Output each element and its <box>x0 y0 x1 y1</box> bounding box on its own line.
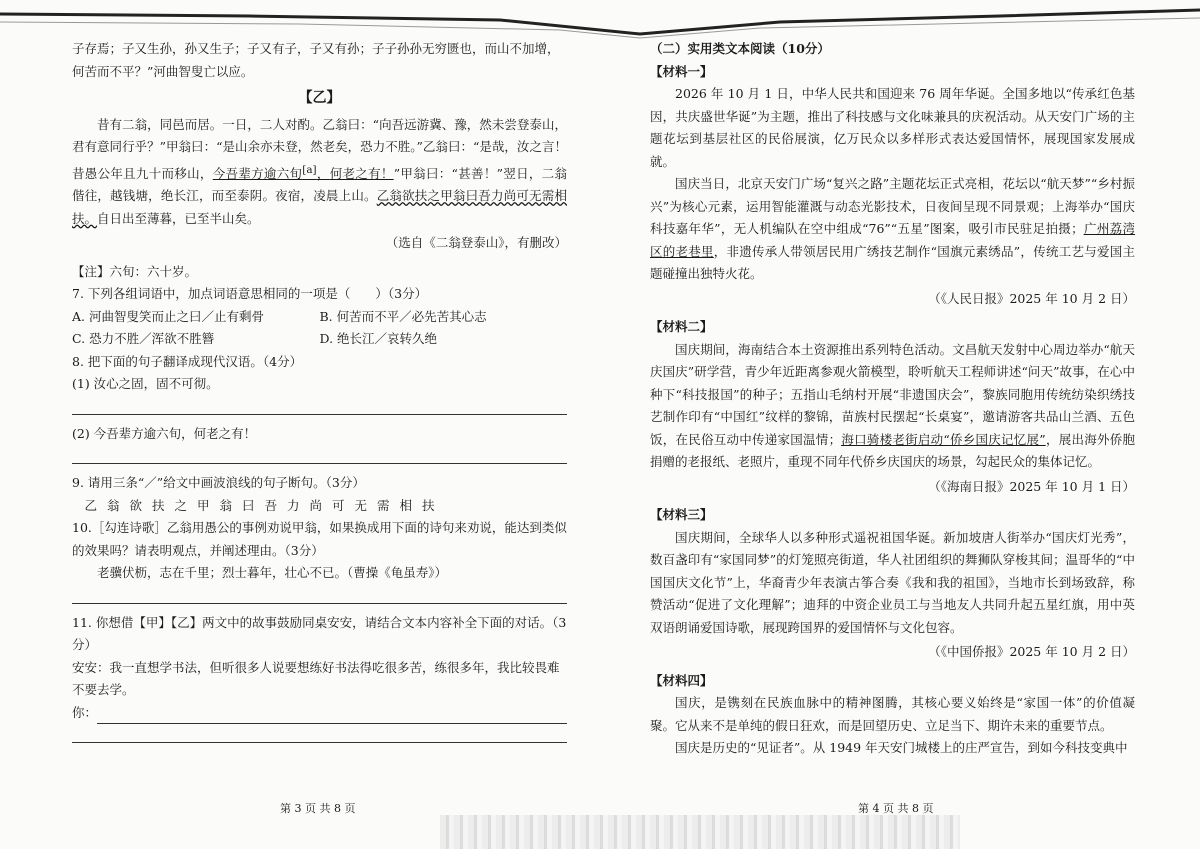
q8-item-1: (1) 汝心之固，固不可彻。 <box>72 376 219 392</box>
passage-yi: 昔有二翁，同邑而居。一日，二人对酌。乙翁曰：“向吾远游冀、豫，然未尝登泰山，君有意同行乎？”甲翁曰：“是山余亦未登，然老矣，恐力不胜。”乙翁曰：“是哉，汝之言！昔愚公年且九十而移山，今吾辈方逾六旬[a]，何老之有！”甲翁曰：“甚善！”翌日，二翁偕往，越钱塘，绝长江，而至泰阴。夜宿，凌晨上山。乙翁欲扶之甲翁曰吾力尚可无需相扶。自日出至薄暮，已至半山矣。 <box>72 116 567 226</box>
material-4-para-2: 国庆是历史的“见证者”。从 1949 年天安门城楼上的庄严宣告，到如今科技变典中 <box>675 740 1128 755</box>
q10-poem: 老骥伏枥，志在千里；烈士暮年，壮心不已。（曹操《龟虽寿》） <box>97 565 448 581</box>
text-line: 子存焉；子又生孙，孙又生子；子又有子，子又有孙；子子孙孙无穷匮也，而山不加增， <box>72 41 560 56</box>
page-4-footer: 第 4 页 共 8 页 <box>858 802 934 815</box>
option-d[interactable]: D. 绝长江／哀转久绝 <box>319 331 438 347</box>
page-4 <box>650 38 1135 760</box>
material-3-para: 国庆期间，全球华人以多种形式遥祝祖国华诞。新加坡唐人街举办“国庆灯光秀”，数百盏印有“家国同梦”的灯笼照亮街道，华人社团组织的舞狮队穿梭其间；温哥华的“中国国庆文化节”上，华裔青少年表演古筝合奏《我和我的祖国》，当地市长到场致辞，称赞活动“促进了文化理解”；迪拜的中资企业员工与当地友人共同升起五星红旗，用中英双语朗诵爱国诗歌，展现跨国界的爱国情怀与文化包容。 <box>650 529 1135 635</box>
q11-you-label: 你： <box>72 704 98 720</box>
material-4-title: 【材料四】 <box>650 672 713 688</box>
answer-line[interactable] <box>72 396 567 415</box>
material-3-title: 【材料三】 <box>650 507 713 522</box>
question-7: 7. 下列各组词语中，加点词语意思相同的一项是（ ）（3分） <box>72 286 428 302</box>
material-4-para-1: 国庆，是镌刻在民族血脉中的精神图腾，其核心要义始终是“家国一体”的价值凝聚。它从来不是单纯的假日狂欢，而是回望历史、立足当下、期许未来的重要节点。 <box>650 695 1135 733</box>
underlined-phrase: 广州荔湾区的老巷里 <box>650 221 1135 259</box>
material-1-para-1: 2026 年 10 月 1 日，中华人民共和国迎来 76 周年华诞。全国多地以“传承红色基因，共庆盛世华诞”为主题，推出了科技感与文化味兼具的庆祝活动。从天安门广场的主题花坛到基层社区的民俗展演，亿万民众以多样形式表达爱国情怀，展现国家发展成就。 <box>650 86 1135 169</box>
question-11: 11. 你想借【甲】【乙】两文中的故事鼓励同桌安安，请结合文本内容补全下面的对话。（3分） <box>72 614 567 653</box>
wavy-sentence: 乙翁欲扶之甲翁曰吾力尚可无需相扶。 <box>72 188 567 226</box>
page-3 <box>72 38 567 751</box>
material-1-source: （《人民日报》2025 年 10 月 2 日） <box>928 290 1135 306</box>
page-3-footer: 第 3 页 共 8 页 <box>280 802 356 815</box>
q11-answer-row <box>72 702 567 725</box>
option-c[interactable]: C. 恐力不胜／浑欲不胜簪 <box>72 331 215 347</box>
answer-line[interactable] <box>72 585 567 604</box>
q7-options <box>72 306 567 351</box>
question-10: 10.［勾连诗歌］乙翁用愚公的事例劝说甲翁，如果换成用下面的诗句来劝说，能达到类似的效果吗？请表明观点，并阐述理由。（3分） <box>72 520 567 558</box>
q9-sentence: 乙翁欲扶之甲翁曰吾力尚可无需相扶 <box>84 497 445 513</box>
material-2-para: 国庆期间，海南结合本土资源推出系列特色活动。文昌航天发射中心周边举办“航天庆国庆”研学营，青少年近距离参观火箭模型，聆听航天工程师讲述“问天”故事，在心中种下“科技报国”的种子；五指山毛纳村开展“非遗国庆会”，黎族同胞用传统纺染织绣技艺制作印有“中国红”纹样的黎锦，苗族村民摆起“长桌宴”，邀请游客共品山兰酒、五色饭，在民俗互动中传递家国温情；海口骑楼老街启动“侨乡国庆记忆展”，展出海外侨胞捐赠的老报纸、老照片，重现不同年代侨乡庆国庆的场景，勾起民众的集体记忆。 <box>650 341 1135 469</box>
text-line: 何苦而不平？”河曲智叟亡以应。 <box>72 63 254 79</box>
material-3-source: （《中国侨报》2025 年 10 月 2 日） <box>928 644 1135 659</box>
answer-line[interactable] <box>97 705 567 724</box>
scan-fold-shadow <box>440 815 960 849</box>
note: 【注】六旬：六十岁。 <box>72 263 198 279</box>
question-9: 9. 请用三条“／”给文中画波浪线的句子断句。（3分） <box>72 475 365 491</box>
material-1-para-2: 国庆当日，北京天安门广场“复兴之路”主题花坛正式亮相，花坛以“航天梦”“乡村振兴”为核心元素，运用智能灌溉与动态光影技术，日夜间呈现不同景观；上海举办“国庆科技嘉年华”，无人机编队在空中组成“76”“五星”图案，吸引市民驻足拍摄；广州荔湾区的老巷里，非遗传承人带领居民用广绣技艺制作“国旗元素绣品”，传统工艺与爱国主题碰撞出独特火花。 <box>650 176 1135 281</box>
passage-yi-title: 【乙】 <box>298 90 341 106</box>
q8-item-2: (2) 今吾辈方逾六旬，何老之有！ <box>72 425 257 441</box>
material-1-title: 【材料一】 <box>650 63 713 79</box>
answer-line[interactable] <box>72 445 567 464</box>
material-2-title: 【材料二】 <box>650 319 713 334</box>
answer-line[interactable] <box>72 724 567 743</box>
q11-dialogue-anan: 安安：我一直想学书法，但听很多人说要想练好书法得吃很多苦，练很多年，我比较畏难不要去学。 <box>72 659 560 698</box>
passage-source: （选自《二翁登泰山》，有删改） <box>385 235 567 251</box>
underlined-sentence: 今吾辈方逾六旬[a]，何老之有！ <box>212 163 394 181</box>
option-b[interactable]: B. 何苦而不平／必先苦其心志 <box>319 308 487 324</box>
question-8: 8. 把下面的句子翻译成现代汉语。（4分） <box>72 353 303 369</box>
option-a[interactable]: A. 河曲智叟笑而止之曰／止有剩骨 <box>72 308 264 324</box>
material-2-source: （《海南日报》2025 年 10 月 1 日） <box>928 478 1135 494</box>
torn-top-edge <box>0 0 1200 40</box>
section-title: （二）实用类文本阅读（10分） <box>650 41 830 56</box>
underlined-phrase: 海口骑楼老街启动“侨乡国庆记忆展” <box>841 431 1046 447</box>
